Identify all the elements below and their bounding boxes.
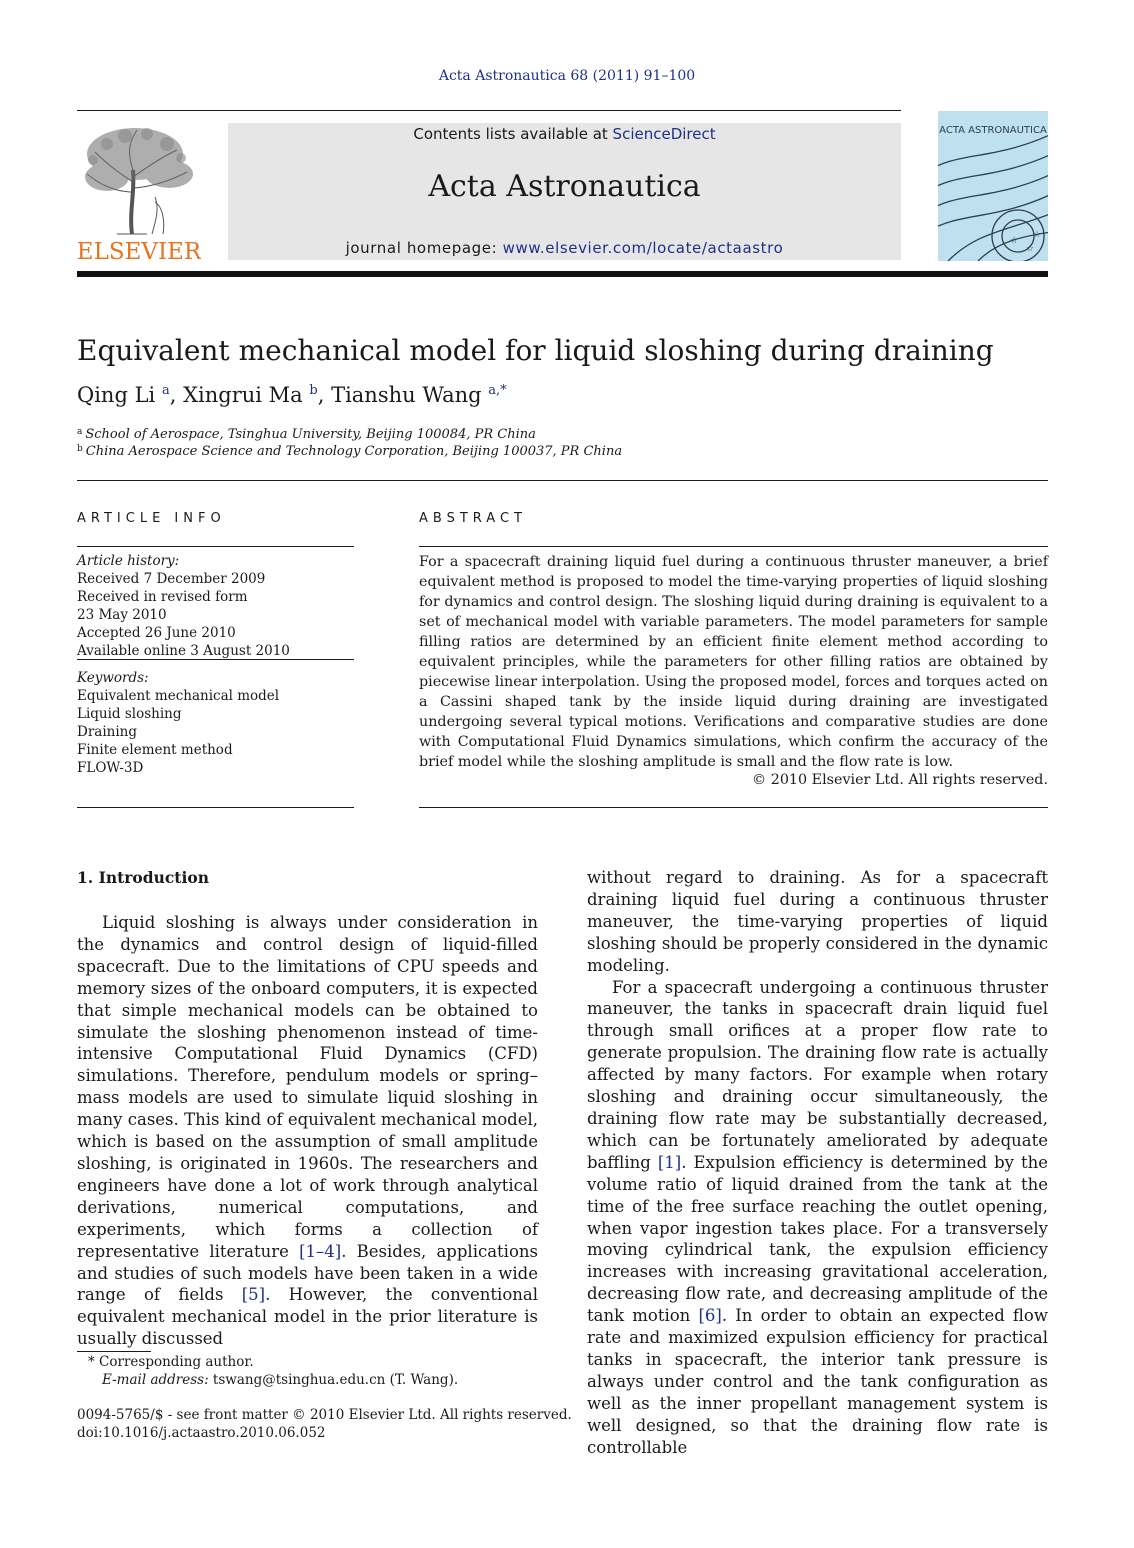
keyword-item: Finite element method (77, 742, 233, 758)
email-footnote (102, 1372, 458, 1388)
article-history (77, 552, 357, 660)
author-affiliation-mark[interactable]: a (161, 383, 170, 398)
sciencedirect-link[interactable]: ScienceDirect (612, 125, 716, 143)
affiliation-text: School of Aerospace, Tsinghua University, Beijing 100084, PR China (85, 427, 536, 442)
body-text: . However, the conventional equivalent mechanical model in the prior literature is usually discussed (77, 1285, 538, 1349)
citation-link[interactable]: [1–4] (299, 1241, 342, 1261)
citation-link[interactable]: [1] (657, 1152, 682, 1172)
keywords-label: Keywords: (77, 670, 149, 686)
front-matter-line: 0094-5765/$ - see front matter © 2010 Elsevier Ltd. All rights reserved. (77, 1407, 572, 1423)
keyword-item: Equivalent mechanical model (77, 688, 280, 704)
article-info-heading: ARTICLE INFO (77, 511, 226, 526)
abstract-heading: ABSTRACT (419, 511, 527, 526)
body-text: . Besides, applications and studies of such models have been taken in a wide range of fields (77, 1241, 538, 1305)
abstract-rule (419, 807, 1048, 808)
author-separator: , (169, 383, 184, 407)
body-text: For a spacecraft undergoing a continuous thruster maneuver, the tanks in spacecraft drain liquid fuel through small orifices at a proper flow rate to generate propulsion. The draining flow rate is actually affected by many factors. For example when rotary sloshing and draining occur simultaneously, the draining flow rate may be substantially decreased, which can be fortunately ameliorated by adequate baffling (587, 977, 1048, 1172)
body-paragraph (587, 977, 1048, 1459)
author-list (77, 383, 507, 407)
elsevier-tree-icon (77, 122, 201, 262)
author-affiliation-mark[interactable]: a,* (488, 383, 507, 398)
history-label: Article history: (77, 553, 180, 569)
homepage-link[interactable]: www.elsevier.com/locate/actaastro (502, 239, 784, 257)
article-title: Equivalent mechanical model for liquid sloshing during draining (77, 334, 994, 367)
footnote-mark: * (88, 1354, 95, 1370)
info-rule (77, 807, 354, 808)
keyword-item: Liquid sloshing (77, 706, 182, 722)
cover-title: ACTA ASTRONAUTICA (939, 125, 1047, 136)
body-paragraph: without regard to draining. As for a spacecraft draining liquid fuel during a continuous thruster maneuver, the time-varying properties of liquid sloshing should be properly considered in the dynamic modeling. (587, 868, 1048, 975)
svg-text:☆: ☆ (1026, 244, 1035, 254)
history-item: Accepted 26 June 2010 (77, 625, 236, 641)
keyword-item: FLOW-3D (77, 760, 144, 776)
journal-citation[interactable]: Acta Astronautica 68 (2011) 91–100 (438, 68, 696, 84)
author-name[interactable]: Xingrui Ma (183, 383, 303, 407)
header-thick-rule (77, 271, 1048, 277)
contents-line (228, 125, 901, 143)
footnote-text: Corresponding author. (99, 1354, 254, 1370)
homepage-line (228, 239, 901, 257)
author-affiliation-mark[interactable]: b (309, 383, 318, 398)
affiliation-mark: b (77, 444, 83, 454)
author-separator: , (317, 383, 332, 407)
affiliation-mark: a (77, 427, 83, 437)
journal-name: Acta Astronautica (428, 169, 701, 204)
body-text: . In order to obtain an expected flow rate and maximized expulsion efficiency for practical tanks in spacecraft, the interior tank pressure is always under control and the tank configuration as well as the inner propellant management system is well designed, so that the draining flow rate is controllable (587, 1306, 1048, 1457)
body-paragraph (77, 912, 538, 1350)
citation-link[interactable]: [5] (241, 1285, 266, 1305)
contents-prefix: Contents lists available at (413, 125, 613, 143)
author-name[interactable]: Qing Li (77, 383, 156, 407)
history-item: Received 7 December 2009 (77, 571, 266, 587)
body-column-right (587, 867, 1048, 1458)
body-text: Liquid sloshing is always under consideration in the dynamics and control design of liquid-filled spacecraft. Due to the limitations of CPU speeds and memory sizes of the onboard computers, it is expected that simple mechanical models can be obtained to simulate the sloshing phenomenon instead of time-intensive Computational Fluid Dynamics (CFD) simulations. Therefore, pendulum models or spring–mass models are used to simulate liquid sloshing in many cases. This kind of equivalent mechanical model, which is based on the assumption of small amplitude sloshing, is originated in 1960s. The researchers and engineers have done a lot of work through analytical derivations, numerical computations, and experiments, which forms a collection of representative literature (77, 913, 538, 1261)
history-item: 23 May 2010 (77, 607, 167, 623)
corresponding-author-footnote (88, 1354, 254, 1370)
homepage-prefix: journal homepage: (345, 239, 503, 257)
section-rule (77, 480, 1048, 481)
keywords (77, 669, 357, 777)
journal-cover-image[interactable] (938, 111, 1048, 261)
body-column-left (77, 912, 538, 1350)
svg-text:☆: ☆ (1010, 236, 1019, 246)
journal-header-band (228, 123, 901, 260)
affiliation-b (77, 444, 622, 459)
abstract-copyright: © 2010 Elsevier Ltd. All rights reserved. (751, 772, 1048, 788)
section-heading-introduction: 1. Introduction (77, 868, 209, 887)
keyword-item: Draining (77, 724, 137, 740)
affiliation-text: China Aerospace Science and Technology Corporation, Beijing 100037, PR China (85, 444, 623, 459)
affiliation-a (77, 427, 536, 442)
citation-link[interactable]: [6] (698, 1306, 722, 1326)
header-rule (77, 110, 901, 111)
author-name[interactable]: Tianshu Wang (331, 383, 482, 407)
doi-line[interactable]: doi:10.1016/j.actaastro.2010.06.052 (77, 1425, 326, 1441)
info-rule (77, 546, 354, 547)
abstract-text: For a spacecraft draining liquid fuel during a continuous thruster maneuver, a brief equivalent method is proposed to model the time-varying properties of liquid sloshing for dynamics and control design. The sloshing liquid during draining is equivalent to a set of mechanical model with variable parameters. The model parameters for sample filling ratios are determined by an efficient finite element method according to equivalent principles, while the parameters for other filling ratios are obtained by piecewise linear interpolation. Using the proposed model, forces and torques acted on a Cassini shaped tank by the inside liquid during draining are investigated undergoing several typical motions. Verifications and comparative studies are done with Computational Fluid Dynamics simulations, which confirm the accuracy of the brief model while the sloshing amplitude is small and the flow rate is low. (419, 554, 1048, 770)
email-address[interactable]: tswang@tsinghua.edu.cn (T. Wang). (212, 1372, 459, 1388)
svg-text:☆: ☆ (1033, 230, 1042, 240)
abstract-rule (419, 546, 1048, 547)
history-item: Received in revised form (77, 589, 248, 605)
history-item: Available online 3 August 2010 (77, 643, 290, 659)
footnote-rule (77, 1351, 151, 1352)
email-label: E-mail address: (102, 1372, 209, 1388)
body-text: . Expulsion efficiency is determined by the volume ratio of liquid drained from the tank at the time of the free surface reaching the outlet opening, when vapor ingestion takes place. For a transversely moving cylindrical tank, the expulsion efficiency increases with increasing gravitational acceleration, decreasing flow rate, and decreasing amplitude of the tank motion (587, 1152, 1048, 1326)
elsevier-logo (77, 122, 201, 262)
elsevier-wordmark: ELSEVIER (77, 239, 201, 262)
journal-cover-icon (938, 111, 1048, 261)
